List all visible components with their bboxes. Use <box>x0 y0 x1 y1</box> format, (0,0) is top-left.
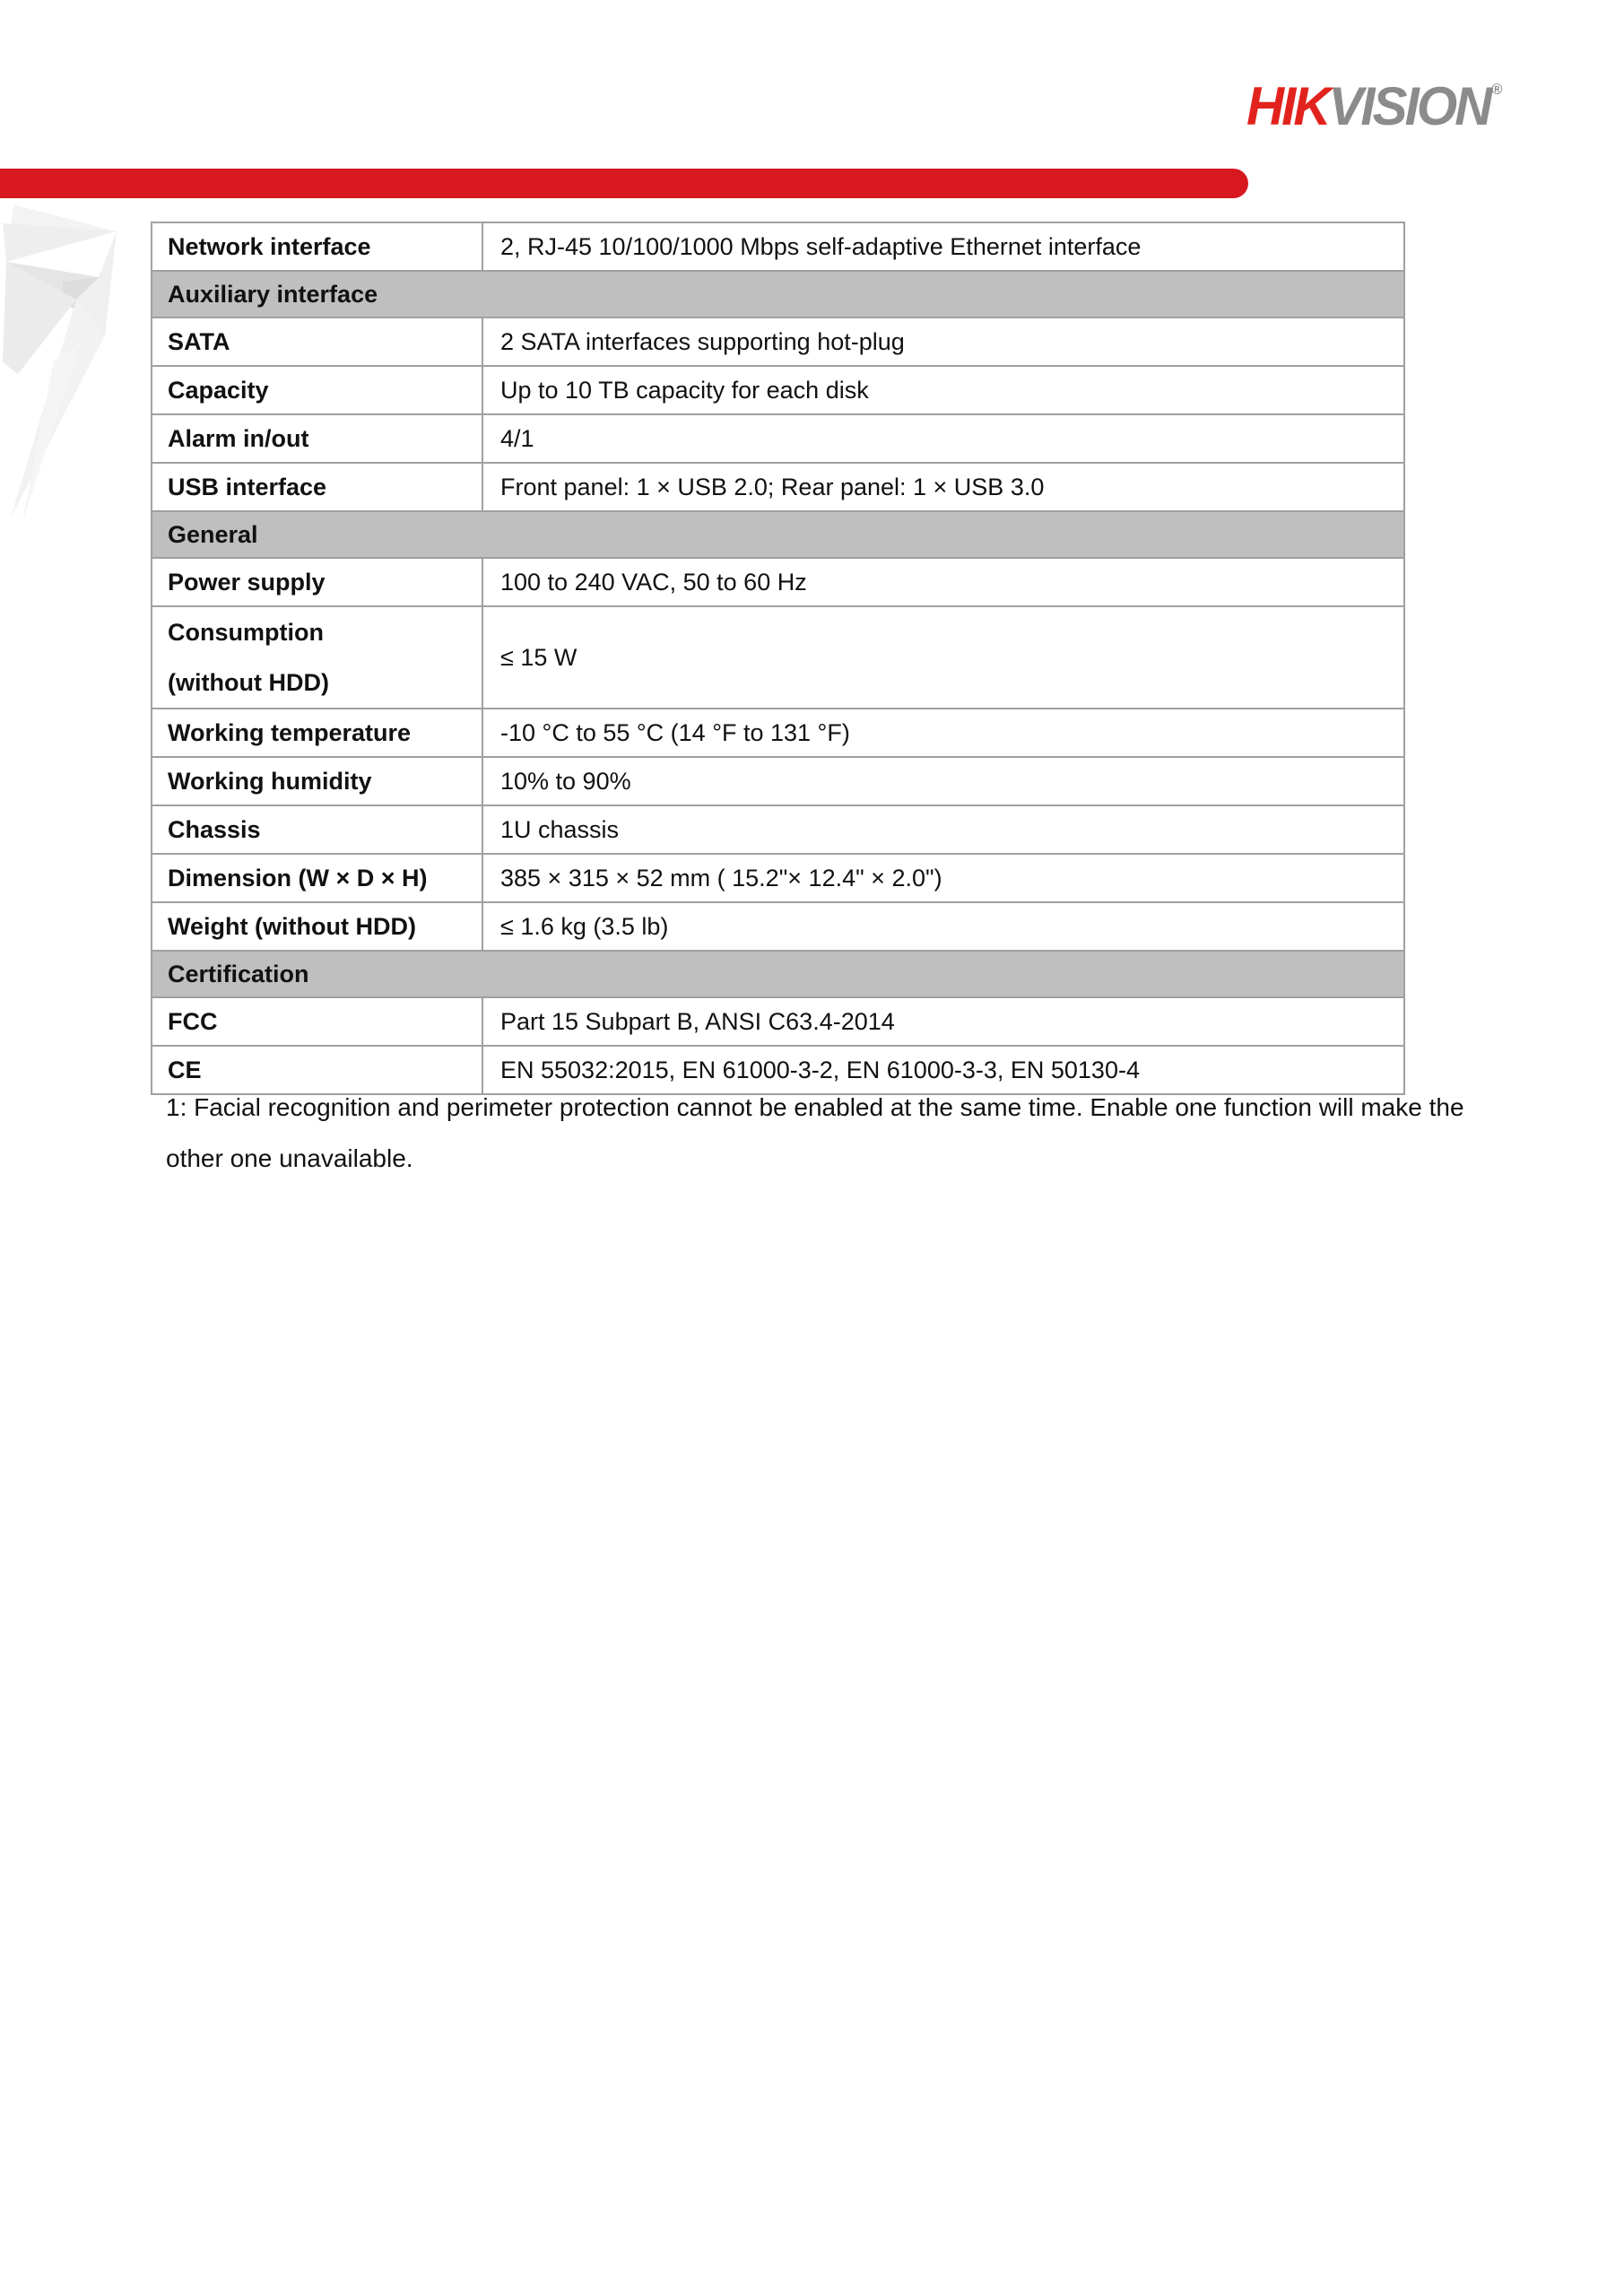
spec-value-cell: EN 55032:2015, EN 61000-3-2, EN 61000-3-3, EN 50130-4 <box>482 1046 1404 1094</box>
spec-value-cell: -10 °C to 55 °C (14 °F to 131 °F) <box>482 709 1404 757</box>
spec-row <box>152 854 1404 902</box>
spec-table <box>151 222 1405 1095</box>
spec-label-cell: FCC <box>152 997 482 1046</box>
spec-value-cell: ≤ 15 W <box>482 606 1404 709</box>
spec-row <box>152 997 1404 1046</box>
section-header-cell: General <box>152 511 1404 558</box>
spec-row <box>152 366 1404 414</box>
spec-value-cell: 10% to 90% <box>482 757 1404 805</box>
spec-row <box>152 805 1404 854</box>
spec-value-cell: 2 SATA interfaces supporting hot-plug <box>482 317 1404 366</box>
spec-value-cell: 2, RJ-45 10/100/1000 Mbps self-adaptive Ethernet interface <box>482 222 1404 271</box>
spec-label-cell: Alarm in/out <box>152 414 482 463</box>
spec-label-cell: Working humidity <box>152 757 482 805</box>
spec-value-cell: Up to 10 TB capacity for each disk <box>482 366 1404 414</box>
spec-table-body <box>152 222 1404 1094</box>
accent-bar <box>0 169 1248 198</box>
spec-value-cell: 385 × 315 × 52 mm ( 15.2"× 12.4" × 2.0") <box>482 854 1404 902</box>
spec-row <box>152 463 1404 511</box>
section-header-cell: Auxiliary interface <box>152 271 1404 317</box>
spec-value-cell: Front panel: 1 × USB 2.0; Rear panel: 1 × USB 3.0 <box>482 463 1404 511</box>
logo-vision-text: VISION <box>1328 76 1490 136</box>
spec-label-cell: Dimension (W × D × H) <box>152 854 482 902</box>
section-header-row <box>152 951 1404 997</box>
spec-label-cell: SATA <box>152 317 482 366</box>
spec-row <box>152 222 1404 271</box>
spec-row <box>152 558 1404 606</box>
spec-label-cell: Chassis <box>152 805 482 854</box>
spec-label-cell: Network interface <box>152 222 482 271</box>
spec-value-cell: 1U chassis <box>482 805 1404 854</box>
spec-label-cell: Working temperature <box>152 709 482 757</box>
section-header-cell: Certification <box>152 951 1404 997</box>
registered-trademark-icon: ® <box>1491 81 1503 98</box>
spec-value-cell: 4/1 <box>482 414 1404 463</box>
spec-value-cell: ≤ 1.6 kg (3.5 lb) <box>482 902 1404 951</box>
spec-row <box>152 902 1404 951</box>
spec-label-cell: USB interface <box>152 463 482 511</box>
spec-row <box>152 414 1404 463</box>
spec-label-cell: Capacity <box>152 366 482 414</box>
spec-label-cell: Consumption (without HDD) <box>152 606 482 709</box>
spec-value-cell: 100 to 240 VAC, 50 to 60 Hz <box>482 558 1404 606</box>
section-header-row <box>152 271 1404 317</box>
spec-row <box>152 606 1404 709</box>
spec-label-cell: CE <box>152 1046 482 1094</box>
spec-value-cell: Part 15 Subpart B, ANSI C63.4-2014 <box>482 997 1404 1046</box>
footnote-text: 1: Facial recognition and perimeter protection cannot be enabled at the same time. Enable one function will make the other one unavailable. <box>166 1093 1464 1172</box>
arrow-watermark-icon <box>0 199 126 540</box>
section-header-row <box>152 511 1404 558</box>
spec-label-cell: Weight (without HDD) <box>152 902 482 951</box>
spec-label-cell: Power supply <box>152 558 482 606</box>
hikvision-logo <box>1246 75 1502 137</box>
logo-hik-text: HIK <box>1246 76 1329 136</box>
spec-row <box>152 317 1404 366</box>
spec-row <box>152 757 1404 805</box>
spec-row <box>152 709 1404 757</box>
